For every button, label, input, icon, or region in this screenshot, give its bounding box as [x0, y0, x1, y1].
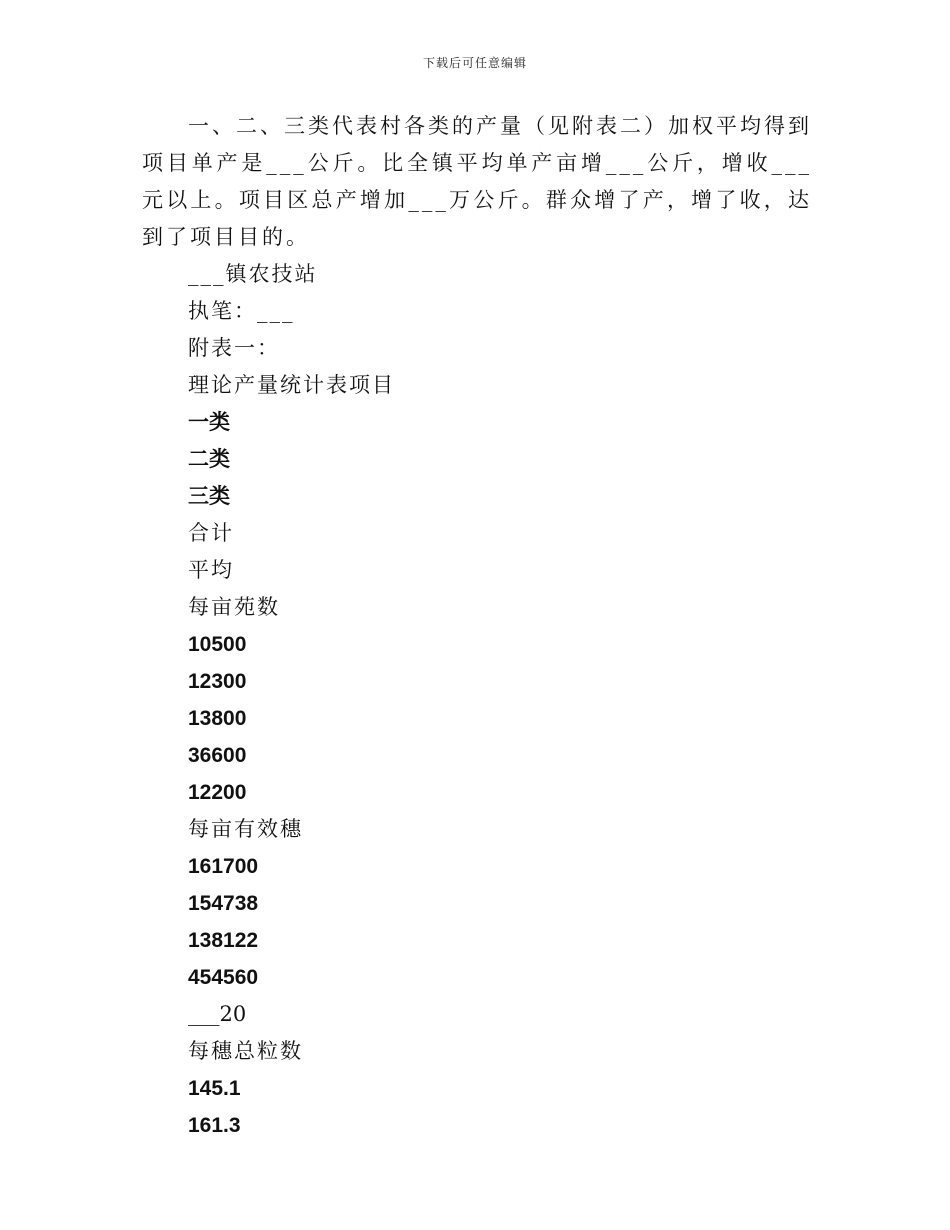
line-effective-ears: 每亩有效穗: [188, 817, 303, 841]
summary-paragraph: 一、二、三类代表村各类的产量（见附表二）加权平均得到项目单产是___公斤。比全镇平均单产亩增___公斤，增收___元以上。项目区总产增加___万公斤。群众增了产，增了收，达到了项目目的。: [142, 114, 812, 249]
page-header: 下载后可任意编辑: [422, 56, 527, 70]
line-seedlings-per-mu: 每亩苑数: [188, 595, 280, 619]
line-station: ___镇农技站: [188, 262, 318, 286]
line-value: 12200: [188, 781, 247, 804]
line-appendix-label: 附表一：: [188, 336, 280, 360]
line-value: 161700: [188, 855, 259, 878]
line-category-2: 二类: [188, 447, 230, 471]
document-body: [142, 108, 812, 1144]
line-value: 154738: [188, 892, 259, 915]
line-value: 138122: [188, 929, 259, 952]
line-average: 平均: [188, 558, 234, 582]
line-category-3: 三类: [188, 484, 230, 508]
line-total: 合计: [188, 521, 234, 545]
line-value: 454560: [188, 966, 259, 989]
line-value: 10500: [188, 633, 247, 656]
line-list: [142, 256, 812, 1144]
line-value: 145.1: [188, 1077, 241, 1100]
line-category-1: 一类: [188, 410, 230, 434]
line-value: 12300: [188, 670, 247, 693]
line-value: 161.3: [188, 1114, 241, 1137]
line-author: 执笔：___: [188, 299, 295, 323]
line-table-title: 理论产量统计表项目: [188, 373, 395, 397]
line-grains-per-ear: 每穗总粒数: [188, 1039, 303, 1063]
line-value: 13800: [188, 707, 247, 730]
line-value-blank: ___20: [188, 1002, 247, 1026]
line-value: 36600: [188, 744, 247, 767]
